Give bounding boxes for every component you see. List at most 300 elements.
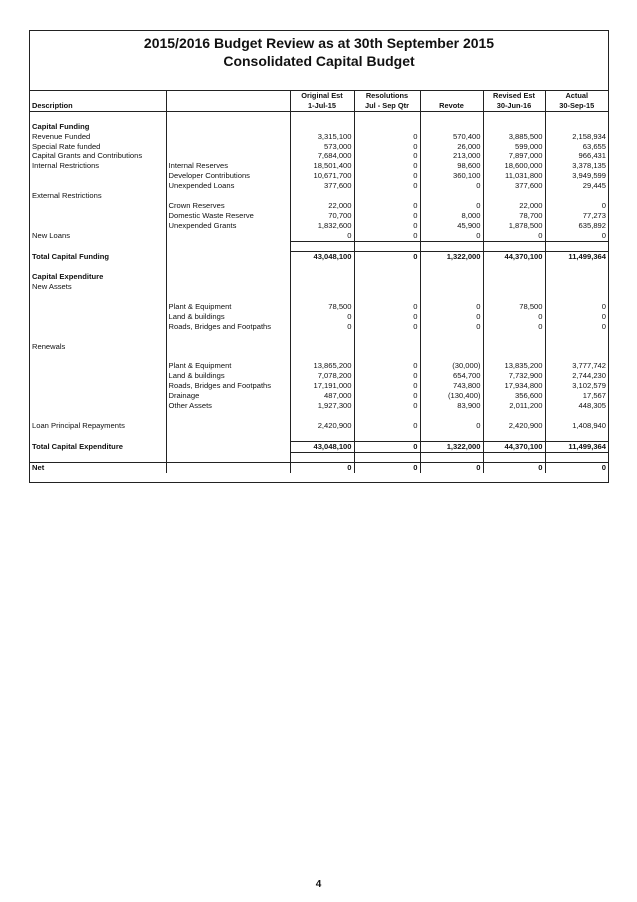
row-description — [30, 241, 166, 252]
cell-actual — [545, 411, 608, 421]
table-row — [30, 292, 608, 302]
row-subcategory — [166, 342, 290, 352]
cell-revote — [420, 411, 483, 421]
cell-original-est: 22,000 — [290, 201, 354, 211]
row-subcategory — [166, 332, 290, 342]
table-row — [30, 342, 608, 352]
row-subcategory: Land & buildings — [166, 371, 290, 381]
cell-revote: (30,000) — [420, 361, 483, 371]
row-subcategory — [166, 431, 290, 441]
table-row — [30, 161, 608, 171]
cell-original-est: 7,684,000 — [290, 151, 354, 161]
row-subcategory: Drainage — [166, 391, 290, 401]
cell-resolutions: 0 — [354, 171, 420, 181]
row-description — [30, 171, 166, 181]
cell-actual: 29,445 — [545, 181, 608, 191]
cell-original-est: 7,078,200 — [290, 371, 354, 381]
cell-revote — [420, 272, 483, 282]
row-subcategory — [166, 463, 290, 473]
cell-revised-est — [483, 262, 545, 272]
cell-resolutions — [354, 111, 420, 121]
cell-actual: 2,744,230 — [545, 371, 608, 381]
cell-revised-est: 7,732,900 — [483, 371, 545, 381]
cell-revote — [420, 452, 483, 463]
row-subcategory — [166, 111, 290, 121]
cell-revote — [420, 191, 483, 201]
cell-actual: 3,777,742 — [545, 361, 608, 371]
cell-revote: 0 — [420, 421, 483, 431]
cell-revised-est — [483, 452, 545, 463]
row-description: Net — [30, 463, 166, 473]
header-actual-date: 30-Sep-15 — [545, 101, 608, 111]
table-row — [30, 351, 608, 361]
cell-resolutions — [354, 292, 420, 302]
cell-revote: 8,000 — [420, 211, 483, 221]
budget-sheet — [29, 30, 609, 483]
cell-actual: 3,949,599 — [545, 171, 608, 181]
cell-resolutions — [354, 241, 420, 252]
cell-actual — [545, 342, 608, 352]
cell-revote: 743,800 — [420, 381, 483, 391]
cell-actual: 11,499,364 — [545, 441, 608, 452]
row-subcategory — [166, 411, 290, 421]
cell-resolutions: 0 — [354, 221, 420, 231]
cell-resolutions: 0 — [354, 132, 420, 142]
cell-revote: 98,600 — [420, 161, 483, 171]
row-description: Loan Principal Repayments — [32, 420, 125, 430]
cell-revote — [420, 292, 483, 302]
cell-original-est: 43,048,100 — [290, 252, 354, 262]
cell-resolutions: 0 — [354, 381, 420, 391]
cell-revote — [420, 282, 483, 292]
cell-actual: 11,499,364 — [545, 252, 608, 262]
cell-actual — [545, 262, 608, 272]
row-description: Capital Funding — [32, 121, 90, 131]
row-description: External Restrictions — [32, 191, 102, 201]
row-subcategory: Crown Reserves — [166, 201, 290, 211]
cell-revised-est: 22,000 — [483, 201, 545, 211]
row-subcategory — [166, 282, 290, 292]
cell-revote: 0 — [420, 463, 483, 473]
cell-revised-est: 44,370,100 — [483, 441, 545, 452]
header-row-2 — [30, 101, 608, 111]
report-title: 2015/2016 Budget Review as at 30th September 2015 — [143, 35, 495, 51]
cell-original-est: 2,420,900 — [290, 421, 354, 431]
cell-revote: 83,900 — [420, 401, 483, 411]
cell-original-est — [290, 431, 354, 441]
cell-original-est: 1,832,600 — [290, 221, 354, 231]
table-row — [30, 361, 608, 371]
cell-resolutions — [354, 452, 420, 463]
cell-revised-est — [483, 191, 545, 201]
table-row — [30, 252, 608, 262]
cell-original-est: 1,927,300 — [290, 401, 354, 411]
cell-revote: (130,400) — [420, 391, 483, 401]
cell-original-est — [290, 191, 354, 201]
cell-revised-est: 44,370,100 — [483, 252, 545, 262]
row-subcategory — [166, 252, 290, 262]
header-revised-est: Revised Est — [483, 91, 545, 101]
cell-resolutions: 0 — [354, 181, 420, 191]
row-description — [30, 371, 166, 381]
table-row — [30, 272, 608, 282]
header-resolutions-period: Jul - Sep Qtr — [354, 101, 420, 111]
table-row — [30, 332, 608, 342]
cell-resolutions: 0 — [354, 371, 420, 381]
header-description: Description — [30, 101, 166, 111]
cell-revised-est — [483, 292, 545, 302]
cell-resolutions — [354, 332, 420, 342]
cell-revote: 0 — [420, 322, 483, 332]
row-description — [30, 221, 166, 231]
cell-resolutions: 0 — [354, 161, 420, 171]
cell-revised-est — [483, 351, 545, 361]
cell-resolutions — [354, 282, 420, 292]
cell-resolutions: 0 — [354, 401, 420, 411]
row-description — [30, 292, 166, 302]
row-description — [30, 381, 166, 391]
page-number: 4 — [315, 879, 322, 890]
row-description: Special Rate funded — [32, 141, 101, 151]
table-row — [30, 142, 608, 152]
cell-original-est: 0 — [290, 463, 354, 473]
cell-revote: 1,322,000 — [420, 441, 483, 452]
cell-original-est: 18,501,400 — [290, 161, 354, 171]
cell-actual: 2,158,934 — [545, 132, 608, 142]
cell-actual — [545, 452, 608, 463]
row-description — [30, 322, 166, 332]
cell-original-est — [290, 332, 354, 342]
cell-original-est — [290, 282, 354, 292]
cell-original-est: 78,500 — [290, 302, 354, 312]
row-subcategory: Domestic Waste Reserve — [166, 211, 290, 221]
cell-resolutions — [354, 431, 420, 441]
cell-original-est — [290, 342, 354, 352]
cell-revote: 0 — [420, 302, 483, 312]
cell-revised-est — [483, 431, 545, 441]
table-row — [30, 322, 608, 332]
cell-original-est: 487,000 — [290, 391, 354, 401]
row-subcategory — [166, 151, 290, 161]
row-description: Renewals — [32, 341, 66, 351]
cell-revised-est: 377,600 — [483, 181, 545, 191]
cell-revote — [420, 351, 483, 361]
table-row — [30, 262, 608, 272]
table-row — [30, 282, 608, 292]
row-subcategory — [166, 241, 290, 252]
row-description — [30, 351, 166, 361]
cell-revised-est — [483, 282, 545, 292]
row-subcategory: Land & buildings — [166, 312, 290, 322]
cell-original-est: 70,700 — [290, 211, 354, 221]
cell-revote: 1,322,000 — [420, 252, 483, 262]
header-original-date: 1-Jul-15 — [290, 101, 354, 111]
table-row — [30, 201, 608, 211]
cell-original-est — [290, 452, 354, 463]
cell-original-est: 13,865,200 — [290, 361, 354, 371]
cell-original-est — [290, 351, 354, 361]
cell-revote: 0 — [420, 312, 483, 322]
row-description — [30, 431, 166, 441]
cell-resolutions — [354, 272, 420, 282]
cell-actual — [545, 282, 608, 292]
cell-actual — [545, 431, 608, 441]
cell-actual — [545, 122, 608, 132]
cell-original-est: 573,000 — [290, 142, 354, 152]
cell-actual: 0 — [545, 201, 608, 211]
row-subcategory: Developer Contributions — [166, 171, 290, 181]
cell-revote: 213,000 — [420, 151, 483, 161]
table-row — [30, 312, 608, 322]
cell-resolutions: 0 — [354, 211, 420, 221]
cell-resolutions: 0 — [354, 463, 420, 473]
row-subcategory: Other Assets — [166, 401, 290, 411]
cell-revote: 45,900 — [420, 221, 483, 231]
cell-revote — [420, 262, 483, 272]
cell-original-est — [290, 111, 354, 121]
cell-resolutions: 0 — [354, 142, 420, 152]
cell-resolutions: 0 — [354, 322, 420, 332]
table-row — [30, 452, 608, 463]
cell-revote: 570,400 — [420, 132, 483, 142]
row-subcategory — [166, 292, 290, 302]
table-row — [30, 401, 608, 411]
cell-actual: 635,892 — [545, 221, 608, 231]
cell-original-est — [290, 292, 354, 302]
row-subcategory: Unexpended Loans — [166, 181, 290, 191]
table-row — [30, 411, 608, 421]
cell-revised-est: 7,897,000 — [483, 151, 545, 161]
header-revised-date: 30-Jun-16 — [483, 101, 545, 111]
table-row — [30, 463, 608, 473]
cell-revote — [420, 342, 483, 352]
row-subcategory — [166, 122, 290, 132]
cell-revote — [420, 332, 483, 342]
cell-revote — [420, 241, 483, 252]
cell-resolutions: 0 — [354, 151, 420, 161]
row-description: Total Capital Funding — [32, 252, 110, 262]
table-row — [30, 421, 608, 431]
cell-resolutions: 0 — [354, 201, 420, 211]
row-description — [30, 211, 166, 221]
cell-actual: 3,378,135 — [545, 161, 608, 171]
table-row — [30, 371, 608, 381]
cell-resolutions: 0 — [354, 361, 420, 371]
row-description: Capital Grants and Contributions — [32, 151, 143, 161]
cell-revised-est: 78,500 — [483, 302, 545, 312]
table-row — [30, 431, 608, 441]
header-original-est: Original Est — [290, 91, 354, 101]
cell-original-est — [290, 411, 354, 421]
capital-budget-table — [30, 90, 608, 473]
cell-actual: 17,567 — [545, 391, 608, 401]
table-row — [30, 231, 608, 241]
table-row — [30, 111, 608, 121]
cell-revised-est: 78,700 — [483, 211, 545, 221]
row-description — [30, 391, 166, 401]
cell-revote — [420, 431, 483, 441]
cell-actual — [545, 332, 608, 342]
cell-revised-est: 3,885,500 — [483, 132, 545, 142]
row-description — [30, 262, 166, 272]
row-subcategory — [166, 132, 290, 142]
cell-revised-est — [483, 411, 545, 421]
cell-actual: 0 — [545, 322, 608, 332]
cell-actual: 0 — [545, 463, 608, 473]
cell-revised-est — [483, 272, 545, 282]
cell-revote — [420, 111, 483, 121]
row-description: Revenue Funded — [32, 131, 91, 141]
table-row — [30, 211, 608, 221]
table-row — [30, 241, 608, 252]
row-description: New Loans — [32, 231, 70, 241]
report-subtitle: Consolidated Capital Budget — [223, 53, 415, 69]
cell-revote: 360,100 — [420, 171, 483, 181]
row-subcategory — [166, 272, 290, 282]
cell-revised-est: 356,600 — [483, 391, 545, 401]
cell-actual — [545, 351, 608, 361]
cell-revised-est: 0 — [483, 463, 545, 473]
cell-revised-est: 18,600,000 — [483, 161, 545, 171]
cell-original-est: 0 — [290, 231, 354, 241]
cell-revote: 0 — [420, 201, 483, 211]
table-row — [30, 391, 608, 401]
cell-resolutions — [354, 411, 420, 421]
table-row — [30, 132, 608, 142]
cell-original-est: 3,315,100 — [290, 132, 354, 142]
header-resolutions: Resolutions — [354, 91, 420, 101]
header-revote: Revote — [420, 101, 483, 111]
cell-resolutions: 0 — [354, 421, 420, 431]
table-row — [30, 191, 608, 201]
cell-actual: 0 — [545, 302, 608, 312]
row-subcategory — [166, 142, 290, 152]
cell-revote: 654,700 — [420, 371, 483, 381]
cell-resolutions: 0 — [354, 312, 420, 322]
cell-original-est: 377,600 — [290, 181, 354, 191]
cell-original-est: 43,048,100 — [290, 441, 354, 452]
cell-resolutions: 0 — [354, 252, 420, 262]
header-row-1 — [30, 91, 608, 101]
row-description — [30, 201, 166, 211]
cell-revote: 0 — [420, 181, 483, 191]
row-subcategory: Unexpended Grants — [166, 221, 290, 231]
cell-revised-est: 2,420,900 — [483, 421, 545, 431]
cell-resolutions — [354, 342, 420, 352]
cell-resolutions — [354, 191, 420, 201]
cell-actual — [545, 272, 608, 282]
cell-actual — [545, 111, 608, 121]
row-description — [30, 411, 166, 421]
cell-resolutions: 0 — [354, 441, 420, 452]
cell-actual: 966,431 — [545, 151, 608, 161]
row-description — [30, 401, 166, 411]
cell-revised-est — [483, 332, 545, 342]
row-subcategory: Plant & Equipment — [166, 302, 290, 312]
cell-revised-est — [483, 342, 545, 352]
header-actual: Actual — [545, 91, 608, 101]
row-subcategory — [166, 231, 290, 241]
row-description — [30, 361, 166, 371]
row-description — [30, 452, 166, 463]
cell-revote: 26,000 — [420, 142, 483, 152]
row-subcategory — [166, 262, 290, 272]
row-subcategory: Internal Reserves — [166, 161, 290, 171]
cell-actual: 1,408,940 — [545, 421, 608, 431]
cell-revote — [420, 122, 483, 132]
cell-revised-est: 11,031,800 — [483, 171, 545, 181]
table-row — [30, 221, 608, 231]
cell-actual: 77,273 — [545, 211, 608, 221]
row-subcategory — [166, 441, 290, 452]
cell-revised-est: 0 — [483, 312, 545, 322]
table-row — [30, 151, 608, 161]
cell-original-est: 0 — [290, 312, 354, 322]
cell-resolutions: 0 — [354, 391, 420, 401]
row-subcategory — [166, 452, 290, 463]
cell-resolutions — [354, 351, 420, 361]
cell-actual: 0 — [545, 231, 608, 241]
row-subcategory — [166, 191, 290, 201]
cell-revised-est: 1,878,500 — [483, 221, 545, 231]
cell-actual: 448,305 — [545, 401, 608, 411]
row-description: Total Capital Expenditure — [32, 442, 123, 452]
cell-revised-est: 2,011,200 — [483, 401, 545, 411]
cell-original-est: 17,191,000 — [290, 381, 354, 391]
row-description — [30, 181, 166, 191]
table-row — [30, 122, 608, 132]
cell-resolutions — [354, 262, 420, 272]
row-subcategory — [166, 421, 290, 431]
cell-actual: 63,655 — [545, 142, 608, 152]
cell-actual: 0 — [545, 312, 608, 322]
row-description — [30, 302, 166, 312]
table-row — [30, 171, 608, 181]
cell-original-est: 10,671,700 — [290, 171, 354, 181]
cell-revised-est: 17,934,800 — [483, 381, 545, 391]
cell-actual — [545, 191, 608, 201]
row-subcategory — [166, 351, 290, 361]
table-row — [30, 381, 608, 391]
cell-revised-est: 0 — [483, 231, 545, 241]
cell-actual: 3,102,579 — [545, 381, 608, 391]
cell-actual — [545, 241, 608, 252]
row-description — [30, 312, 166, 322]
row-description — [30, 332, 166, 342]
row-description — [30, 111, 166, 121]
cell-revised-est — [483, 241, 545, 252]
cell-original-est — [290, 241, 354, 252]
cell-revote: 0 — [420, 231, 483, 241]
cell-actual — [545, 292, 608, 302]
cell-original-est: 0 — [290, 322, 354, 332]
row-description: New Assets — [32, 282, 72, 292]
row-description: Capital Expenditure — [32, 272, 104, 282]
cell-resolutions: 0 — [354, 302, 420, 312]
cell-resolutions — [354, 122, 420, 132]
cell-original-est — [290, 262, 354, 272]
cell-revised-est: 13,835,200 — [483, 361, 545, 371]
cell-original-est — [290, 272, 354, 282]
row-subcategory: Plant & Equipment — [166, 361, 290, 371]
table-row — [30, 441, 608, 452]
cell-revised-est — [483, 111, 545, 121]
cell-revised-est — [483, 122, 545, 132]
cell-revised-est: 599,000 — [483, 142, 545, 152]
table-row — [30, 302, 608, 312]
row-subcategory: Roads, Bridges and Footpaths — [166, 381, 290, 391]
cell-original-est — [290, 122, 354, 132]
